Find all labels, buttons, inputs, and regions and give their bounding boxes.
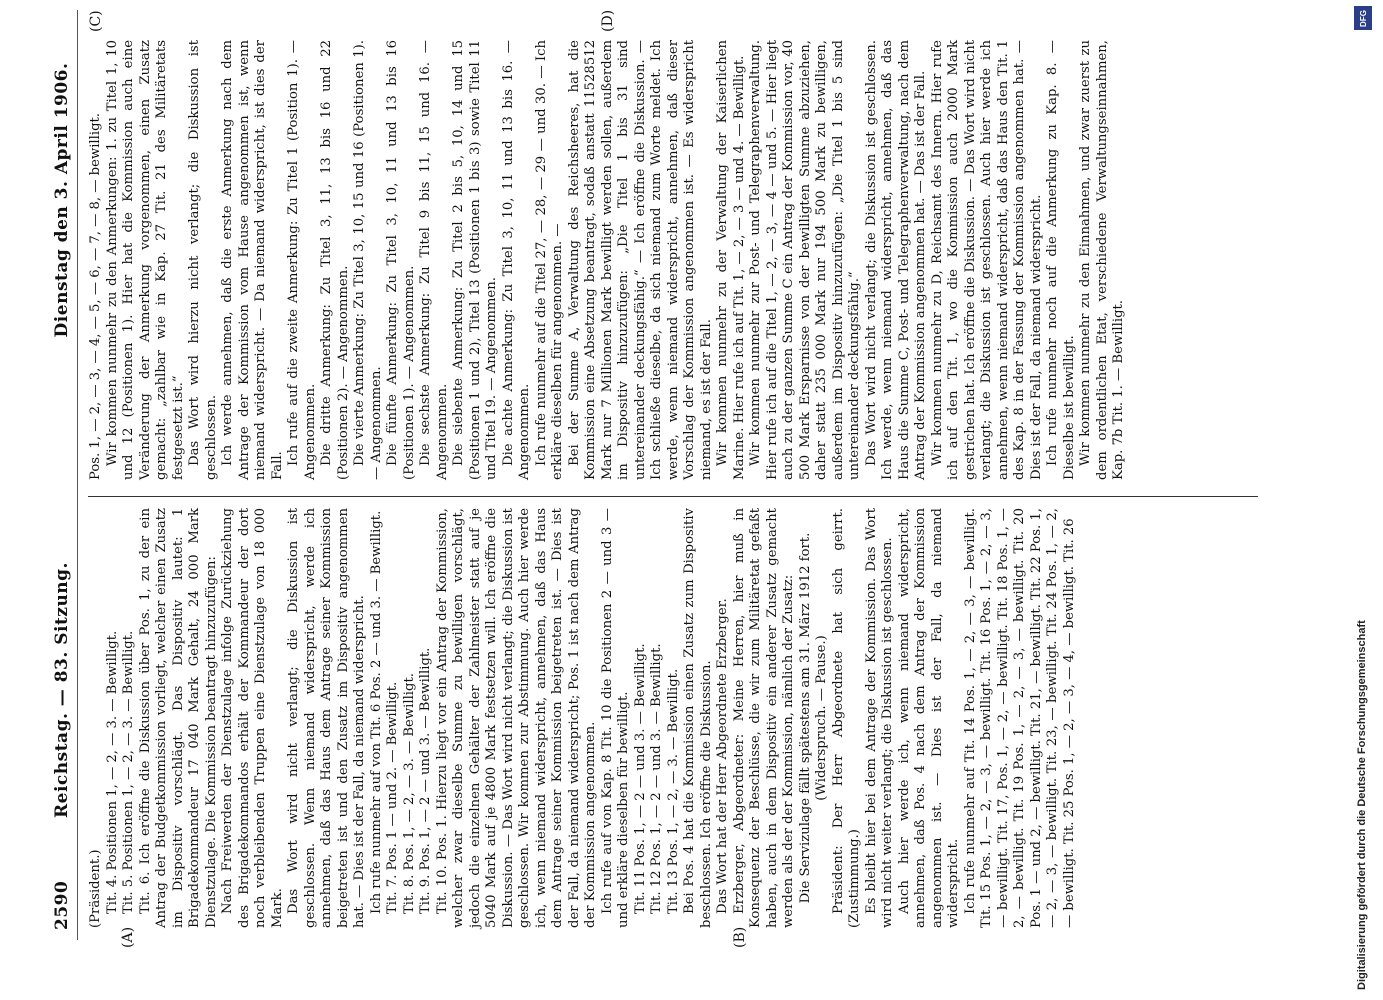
digitization-credit: Digitalisierung gefördert durch die Deutsche Forschungsgemeinschaft (1356, 620, 1368, 990)
paragraph: (Präsident.) (88, 849, 103, 928)
paragraph: Ich rufe auf von Kap. 8 Tit. 10 die Positionen 2 — und 3 — und erkläre dieselben für bewilligt. (599, 508, 631, 928)
paragraph: Tit. 7. Pos. 1 — und 2. — Bewilligt. (385, 681, 400, 914)
paragraph: Die fünfte Anmerkung: Zu Titel 3, 10, 11 und 13 bis 16 (Positionen 1). — Angenommen. (385, 40, 417, 480)
paragraph: Die achte Anmerkung: Zu Titel 3, 10, 11 und 13 bis 16. — Angenommen. (500, 40, 532, 480)
margin-letter-b: (B) (732, 926, 748, 948)
paragraph: Die dritte Anmerkung: Zu Titel 3, 11, 13 bis 16 und 22 (Positionen 2). — Angenommen. (319, 40, 351, 480)
paragraph: Tit. 9. Pos. 1, — 2 — und 3. — Bewilligt. (418, 647, 433, 914)
dfg-logo (1354, 6, 1372, 30)
paragraph: Ich rufe nunmehr auf Tit. 14 Pos. 1, — 2, — 3, — bewilligt. Tit. 15 Pos. 1, — 2, — 3, — bewilligt. Tit. 16 Pos. 1, — 2, — 3, — bewilligt. Tit. 17, Pos. 1, — 2, — bewilligt. Tit. 18 Pos. 1, — 2, — bewilligt. Tit. 19 Pos. 1, — 2, — 3, — bewilligt. Tit. 20 Pos. 1 — und 2, — bewilligt. Tit. 21, — bewilligt. Tit. 22 Pos. 1, — 2, — 3, — bewilligt. Tit. 23, — bewilligt. Tit. 24 Pos. 1, — 2, — bewilligt. Tit. 25 Pos. 1, — 2, — 3, — 4, — bewilligt. Tit. 26 (962, 508, 1077, 928)
margin-letter-c: (C) (88, 10, 104, 32)
paragraph: Bei der Summe A, Verwaltung des Reichsheeres, hat die Kommission eine Absetzung beantragt, sodaß anstatt 11528512 Mark nur 7 Millionen Mark bewilligt werden sollen, außerdem im Dispositiv hinzuzufügen: „Die Titel 1 bis 31 sind untereinander deckungsfähig.“ — Ich eröffne die Diskussion. — Ich schließe dieselbe, da sich niemand zum Worte meldet. Ich werde, wenn niemand widerspricht, annehmen, daß dieser Vorschlag der Kommission angenommen ist. — Es widerspricht niemand, es ist der Fall. (566, 40, 714, 480)
paragraph: Die siebente Anmerkung: Zu Titel 2 bis 5, 10, 14 und 15 (Positionen 1 und 2), Titel 13 (Positionen 1 bis 3) sowie Titel 11 und Titel 19. — Angenommen. (451, 40, 499, 480)
paragraph: Das Wort wird hierzu nicht verlangt; die Diskussion ist geschlossen. (187, 40, 219, 480)
speaker-paragraph: Erzberger, Abgeordneter: Meine Herren, hier muß in Konsequenz der Beschlüsse, die wir zum Militäretat gefaßt haben, auch in dem Dispositiv ein anderer Zusatz gemacht werden als der der Kommission, nämlich der Zusatz: (731, 508, 796, 928)
paragraph: Auch hier werde ich, wenn niemand widerspricht, annehmen, daß Pos. 4 nach dem Antrag der Kommission angenommen ist. — Dies ist der Fall, da niemand widerspricht. (896, 508, 961, 928)
column-divider (88, 496, 1258, 497)
paragraph: Das Wort wird nicht verlangt; die Diskussion ist geschlossen. Wenn niemand widerspricht, werde ich annehmen, daß das Haus dem Antrage seiner Kommission beigetreten ist und den Zusatz im Dispositiv angenommen hat. — Dies ist der Fall, da niemand widerspricht. (286, 508, 367, 928)
paragraph: Das Wort wird nicht verlangt; die Diskussion ist geschlossen. Ich werde, wenn niemand widerspricht, annehmen, daß das Haus die Summe C, Post- und Telegraphenverwaltung, nach dem Antrag der Kommission angenommen hat. — Das ist der Fall. (863, 40, 928, 480)
margin-letter-a: (A) (120, 926, 136, 948)
right-running-title: Dienstag den 3. April 1906. (52, 62, 72, 338)
paragraph: Wir kommen nunmehr zu der Verwaltung der Kaiserlichen Marine. Hier rufe ich auf Tit. 1, — 2, — 3 — und 4. — Bewilligt. (715, 40, 747, 480)
paragraph: Tit. 5. Positionen 1, — 2, — 3. — Bewilligt. (121, 630, 136, 914)
header-rule (77, 10, 78, 940)
paragraph: Es bleibt hier bei dem Antrage der Kommission. Das Wort wird nicht weiter verlangt; die Diskussion ist geschlossen. (863, 508, 895, 928)
paragraph: Wir kommen nunmehr zu den Einnahmen, und zwar zuerst zu dem ordentlichen Etat, verschiedene Verwaltungseinnahmen, Kap. 7b Tit. 1. — Bewilligt. (1078, 40, 1126, 480)
paragraph: Ich rufe nunmehr noch auf die Anmerkung zu Kap. 8. — Dieselbe ist bewilligt. (1045, 40, 1077, 480)
speaker-paragraph: Präsident: Der Herr Abgeordnete hat sich geirrt. (Zustimmung.) (830, 508, 862, 928)
paragraph: Tit. 12 Pos. 1, — 2 — und 3. — Bewilligt. (649, 643, 664, 914)
dfg-logo-text: DFG (1358, 9, 1368, 27)
margin-letter-d: (D) (600, 9, 616, 32)
paragraph: Ich rufe auf die zweite Anmerkung: Zu Titel 1 (Position 1). — Angenommen. (286, 40, 318, 480)
left-running-title: Reichstag. — 83. Sitzung. (52, 562, 72, 818)
paragraph: Wir kommen nunmehr zur Post- und Telegraphenverwaltung. Hier rufe ich auf die Titel 1, — 2, — 3, — 4 — und 5. — Hier liegt auch zu der ganzen Summe C ein Antrag der Kommission vor, 40 500 Mark Ersparnisse von der bewilligten Summe abzuziehen, daher statt 235 000 Mark nur 194 500 Mark zu bewilligen, außerdem im Dispositiv hinzuzufügen: „Die Titel 1 bis 5 sind untereinander deckungsfähig.“ (748, 40, 862, 480)
paragraph: Die vierte Anmerkung: Zu Titel 3, 10, 15 und 16 (Positionen 1). — Angenommen. (352, 40, 384, 480)
stage-direction: (Widerspruch. — Pause.) (814, 635, 829, 801)
paragraph: Tit. 11 Pos. 1, — 2 — und 3. — Bewilligt. (632, 643, 648, 914)
paragraph: Tit. 13 Pos. 1, — 2, — 3. — Bewilligt. (665, 668, 681, 914)
paragraph: Wir kommen nunmehr zu D, Reichsamt des Innern. Hier rufe ich auf den Tit. 1, wo die Kommission auch 2000 Mark gestrichen hat. Ich eröffne die Diskussion. — Das Wort wird nicht verlangt; die Diskussion ist geschlossen. Auch hier werde ich annehmen, wenn niemand widerspricht, daß das Haus den Tit. 1 des Kap. 8 in der Fassung der Kommission angenommen hat. — Dies ist der Fall, da niemand widerspricht. (929, 40, 1044, 480)
right-column (88, 40, 1128, 480)
paragraph: Tit. 4. Positionen 1, — 2, — 3. — Bewilligt. (104, 630, 120, 914)
paragraph: Ich werde annehmen, daß die erste Anmerkung nach dem Antrage der Kommission vom Hause angenommen ist, wenn niemand widerspricht. — Da niemand widerspricht, ist dies der Fall. (220, 40, 285, 480)
paragraph: Tit. 10. Pos. 1. Hierzu liegt vor ein Antrag der Kommission, welcher zwar dieselbe Summe zu bewilligen vorschlägt, jedoch die einzelnen Gehälter der Zahlmeister statt auf je 5040 Mark auf je 4800 Mark festsetzen will. Ich eröffne die Diskussion. — Das Wort wird nicht verlangt; die Diskussion ist geschlossen. Wir kommen zur Abstimmung. Auch hier werde ich, wenn niemand widerspricht, annehmen, daß das Haus dem Antrage seiner Kommission beigetreten ist. — Dies ist der Fall, da niemand widerspricht; Pos. 1 ist nach dem Antrag der Kommission angenommen. (434, 508, 598, 928)
paragraph: Die sechste Anmerkung: Zu Titel 9 bis 11, 15 und 16. — Angenommen. (418, 40, 450, 480)
paragraph: Tit. 8. Pos. 1, — 2, — 3. — Bewilligt. (401, 673, 417, 914)
paragraph: Wir kommen nunmehr zu den Anmerkungen: 1. zu Titel 1, 10 und 12 (Positionen 1). Hier hat die Kommission auch eine Veränderung der Anmerkung vorgenommen, einen Zusatz gemacht: „zahlbar wie in Kap. 27 Tit. 21 des Militäretats festgesetzt ist.“ (104, 40, 186, 480)
paragraph: Ich rufe nunmehr auf die Titel 27, — 28, — 29 — und 30. — Ich erkläre dieselben für angenommen. — (533, 40, 565, 480)
left-column (88, 508, 1078, 928)
paragraph: Das Wort hat der Herr Abgeordnete Erzberger. (715, 598, 730, 914)
paragraph: Bei Pos. 4 hat die Kommission einen Zusatz zum Dispositiv beschlossen. Ich eröffne die Diskussion. (682, 508, 714, 928)
page-number: 2590 (52, 880, 72, 930)
paragraph: Tit. 6. Ich eröffne die Diskussion über Pos. 1, zu der ein Antrag der Budgetkommission vorliegt, welcher einen Zusatz im Dispositiv vorschlägt. Das Dispositiv lautet: 1 Brigadekommandeur 17 040 Mark Gehalt, 24 000 Mark Dienstzulage. Die Kommission beantragt hinzuzufügen: (137, 508, 219, 928)
paragraph: Nach Freiwerden der Dienstzulage infolge Zurückziehung des Brigadekommandos erhält der Kommandeur der dort noch verbleibenden Truppen eine Dienstzulage von 18 000 Mark. (220, 508, 285, 928)
paragraph: Ich rufe nunmehr auf von Tit. 6 Pos. 2 — und 3. — Bewilligt. (368, 510, 384, 914)
paragraph: Pos. 1, — 2, — 3, — 4, — 5, — 6, — 7, — 8, — bewilligt. (88, 113, 103, 480)
quoted-addition: Die Servizulage fällt spätestens am 31. März 1912 fort. (797, 532, 813, 904)
